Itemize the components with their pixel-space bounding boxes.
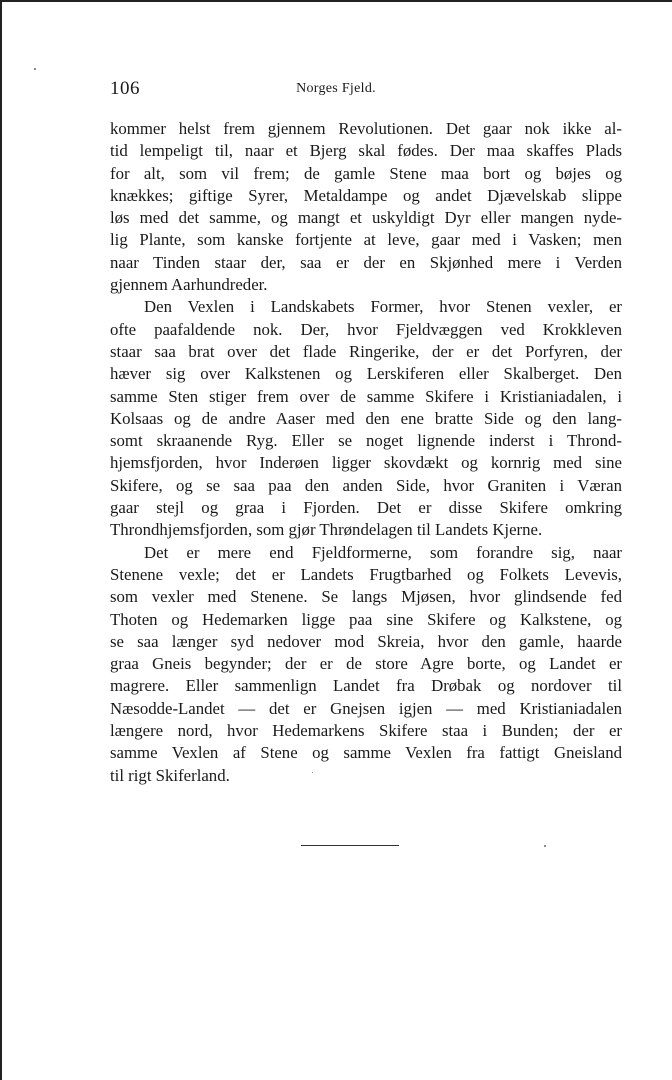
scan-speck: [312, 772, 313, 773]
text-line: graa Gneis begynder; der er de store Agre borte, og Landet er: [110, 654, 622, 674]
body-text: [110, 118, 622, 787]
text-line: se saa længer syd nedover mod Skreia, hvor den gamle, haarde: [110, 631, 622, 651]
text-line: staar saa brat over det flade Ringerike, der er det Porfyren, der: [110, 341, 622, 361]
text-line: knækkes; giftige Syrer, Metaldampe og andet Djævelskab slippe: [110, 185, 622, 205]
text-line: Den Vexlen i Landskabets Former, hvor Stenen vexler, er: [144, 297, 622, 317]
section-end-rule: [301, 845, 399, 846]
text-line: kommer helst frem gjennem Revolutionen. Det gaar nok ikke al-: [110, 119, 622, 138]
scan-speck: [544, 845, 546, 847]
text-line: magrere. Eller sammenlign Landet fra Drøbak og nordover til: [110, 676, 622, 696]
text-line: Throndhjemsfjorden, som gjør Thrøndelagen til Landets Kjerne.: [110, 520, 543, 540]
text-line: tid lempeligt til, naar et Bjerg skal fødes. Der maa skaffes Plads: [110, 141, 622, 161]
text-line: Thoten og Hedemarken ligge paa sine Skifere og Kalkstene, og: [110, 609, 622, 629]
text-line: somt skraanende Ryg. Eller se noget lignende inderst i Thrond-: [110, 431, 622, 451]
text-line: Næsodde-Landet — det er Gnejsen igjen — med Kristianiadalen: [110, 698, 622, 718]
running-title: Norges Fjeld.: [296, 81, 376, 96]
text-line: Stenene vexle; det er Landets Frugtbarhed og Folkets Levevis,: [110, 564, 622, 584]
text-line: Skifere, og se saa paa den anden Side, hvor Graniten i Væran: [110, 475, 622, 495]
text-line: længere nord, hvor Hedemarkens Skifere staa i Bunden; der er: [110, 721, 622, 741]
text-line: samme Sten stiger frem over de samme Skifere i Kristianiadalen, i: [110, 386, 622, 406]
text-line: hjemsfjorden, hvor Inderøen ligger skovdækt og kornrig med sine: [110, 453, 622, 473]
text-line: til rigt Skiferland.: [110, 765, 230, 785]
text-line: for alt, som vil frem; de gamle Stene maa bort og bøjes og: [110, 163, 622, 183]
text-line: lig Plante, som kanske fortjente at leve, gaar med i Vasken; men: [110, 230, 622, 250]
text-line: ofte paafaldende nok. Der, hvor Fjeldvæggen ved Krokkleven: [110, 319, 622, 339]
paragraph: [110, 542, 622, 787]
text-line: Det er mere end Fjeldformerne, som forandre sig, naar: [144, 542, 622, 562]
text-line: naar Tinden staar der, saa er der en Skjønhed mere i Verden: [110, 252, 622, 272]
text-line: gaar stejl og graa i Fjorden. Det er disse Skifere omkring: [110, 498, 622, 518]
text-line: løs med det samme, og mangt et uskyldigt Dyr eller mangen nyde-: [110, 208, 622, 228]
text-line: Kolsaas og de andre Aaser med den ene bratte Side og den lang-: [110, 408, 622, 428]
text-line: gjennem Aarhundreder.: [110, 275, 268, 295]
scan-speck: [34, 68, 36, 70]
text-line: samme Vexlen af Stene og samme Vexlen fra fattigt Gneisland: [110, 743, 622, 763]
text-line: som vexler med Stenene. Se langs Mjøsen, hvor glindsende fed: [110, 587, 622, 607]
paragraph: [110, 118, 622, 296]
text-line: hæver sig over Kalkstenen og Lerskiferen eller Skalberget. Den: [110, 364, 622, 384]
paragraph: [110, 296, 622, 541]
page-number: 106: [110, 78, 140, 99]
